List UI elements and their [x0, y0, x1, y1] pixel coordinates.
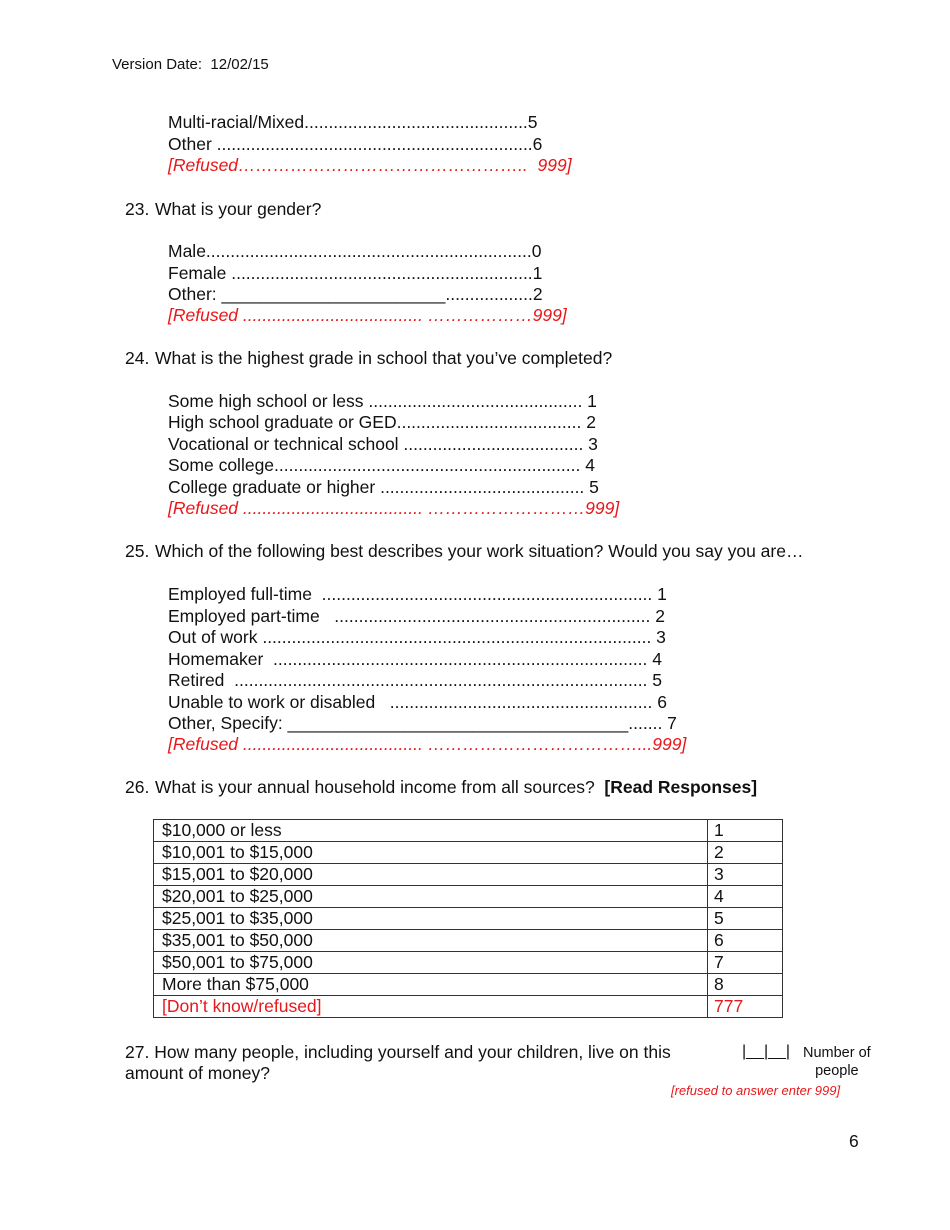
version-date: Version Date: 12/02/15: [112, 56, 269, 73]
read-responses-instruction: [Read Responses]: [604, 777, 758, 797]
table-row: [154, 908, 783, 930]
table-cell-value: 6: [708, 930, 783, 952]
answer-option: Male...................................................................0: [168, 241, 542, 261]
table-cell-label: $20,001 to $25,000: [154, 886, 708, 908]
table-row: [154, 864, 783, 886]
table-cell-label: $15,001 to $20,000: [154, 864, 708, 886]
table-cell-label: $35,001 to $50,000: [154, 930, 708, 952]
table-cell-value: 3: [708, 864, 783, 886]
answer-option: Unable to work or disabled ...................................................... 6: [168, 692, 667, 712]
table-row: [154, 820, 783, 842]
answer-option: Some high school or less ............................................ 1: [168, 391, 597, 411]
answer-option: Out of work ................................................................................ 3: [168, 627, 666, 647]
table-cell-label: $10,000 or less: [154, 820, 708, 842]
answer-option: High school graduate or GED...................................... 2: [168, 412, 596, 432]
page-number: 6: [849, 1131, 859, 1151]
table-cell-label: $50,001 to $75,000: [154, 952, 708, 974]
table-cell-label: $25,001 to $35,000: [154, 908, 708, 930]
table-row: [154, 842, 783, 864]
answer-option: Other, Specify: ___________________________________....... 7: [168, 713, 677, 733]
answer-option: Female ..............................................................1: [168, 263, 543, 283]
table-cell-value: 8: [708, 974, 783, 996]
refused-option: [Refused ..................................... ………………………………...999]: [168, 734, 687, 754]
question-number: 23.: [125, 199, 150, 219]
question-number: 25.: [125, 541, 150, 561]
answer-option: Other: _______________________..................2: [168, 284, 543, 304]
question-text: What is the highest grade in school that you’ve completed?: [155, 348, 613, 368]
income-table: [153, 819, 783, 1018]
answer-option: Vocational or technical school ..................................... 3: [168, 434, 598, 454]
refused-note: [refused to answer enter 999]: [671, 1083, 841, 1098]
question-text: What is your annual household income from all sources?: [155, 777, 605, 797]
answer-option: Multi-racial/Mixed..............................................5: [168, 112, 538, 132]
number-of-people-label: [803, 1044, 871, 1080]
table-row: [154, 952, 783, 974]
answer-option: Retired ..................................................................................... 5: [168, 670, 663, 690]
answer-option: Employed full-time .................................................................... 1: [168, 584, 667, 604]
table-row-refused: [154, 996, 783, 1018]
table-cell-label: [Don’t know/refused]: [154, 996, 708, 1018]
table-cell-value: 4: [708, 886, 783, 908]
refused-option: [Refused ..................................... ………………999]: [168, 305, 567, 325]
question-23: [125, 199, 321, 220]
question-26: [125, 777, 757, 798]
refused-option: [Refused ..................................... ………………………999]: [168, 498, 620, 518]
question-number: 26.: [125, 777, 150, 797]
unit-label-line: people: [815, 1063, 859, 1079]
table-cell-label: More than $75,000: [154, 974, 708, 996]
table-row: [154, 974, 783, 996]
question-text: What is your gender?: [155, 199, 322, 219]
question-25: [125, 541, 803, 562]
table-cell-value: 777: [708, 996, 783, 1018]
question-24: [125, 348, 612, 369]
answer-option: Other .................................................................6: [168, 134, 543, 154]
answer-option: Homemaker ............................................................................. 4: [168, 649, 662, 669]
table-cell-label: $10,001 to $15,000: [154, 842, 708, 864]
number-entry-box[interactable]: |__|__|: [742, 1043, 791, 1060]
refused-option: [Refused………………………………………….. 999]: [168, 155, 572, 175]
question-27: 27. How many people, including yourself and your children, live on this amount of money?: [125, 1042, 671, 1083]
table-row: [154, 930, 783, 952]
answer-option: Some college............................................................... 4: [168, 455, 595, 475]
question-text: Which of the following best describes your work situation? Would you say you are…: [155, 541, 804, 561]
answer-option: Employed part-time ................................................................. 2: [168, 606, 665, 626]
answer-option: College graduate or higher .......................................... 5: [168, 477, 599, 497]
table-cell-value: 1: [708, 820, 783, 842]
table-cell-value: 5: [708, 908, 783, 930]
table-row: [154, 886, 783, 908]
table-cell-value: 7: [708, 952, 783, 974]
question-number: 24.: [125, 348, 150, 368]
unit-label-line: Number of: [803, 1045, 871, 1061]
table-cell-value: 2: [708, 842, 783, 864]
